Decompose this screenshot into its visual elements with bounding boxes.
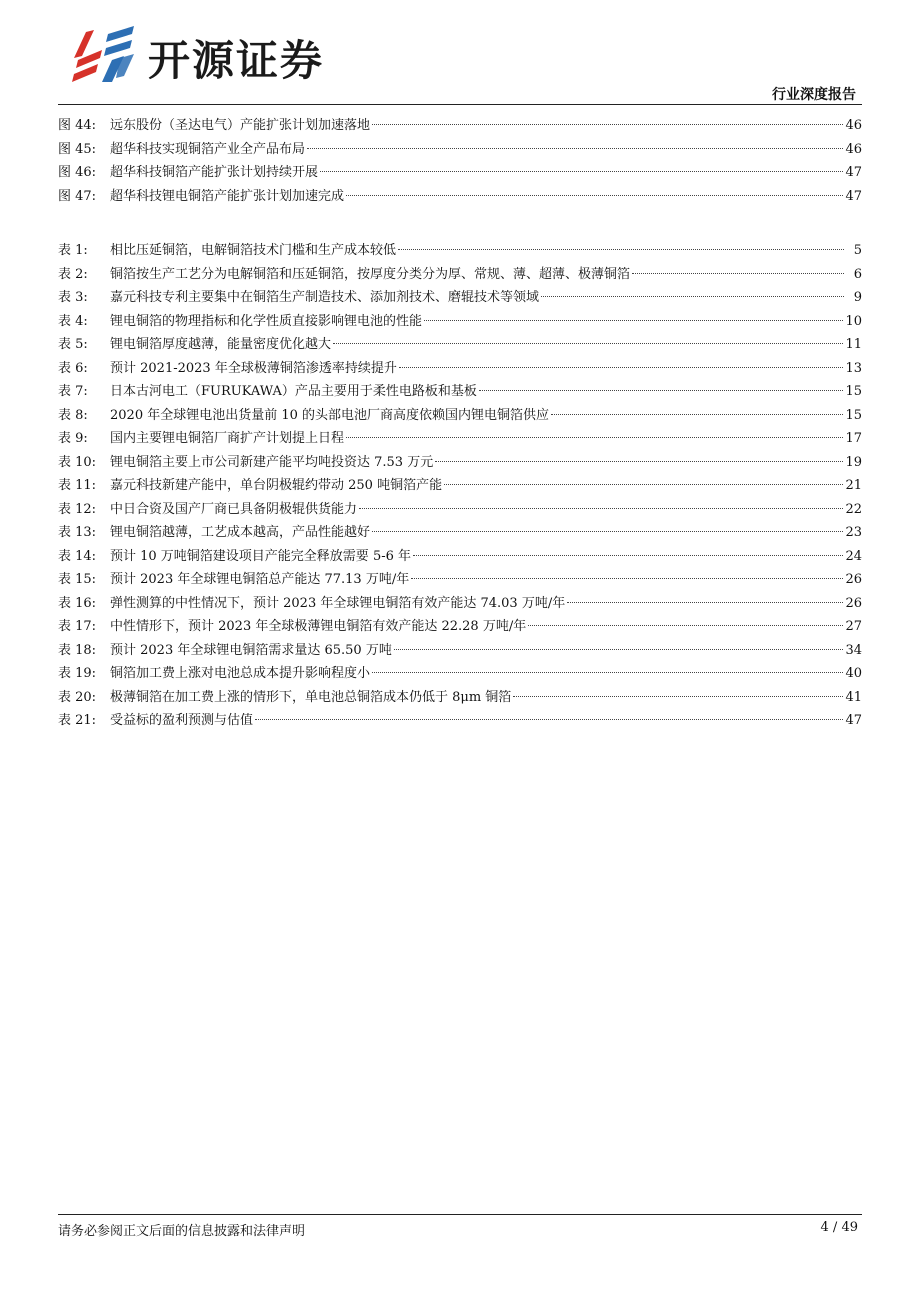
- figure-list: [58, 114, 862, 208]
- entry-title: 超华科技铜箔产能扩张计划持续开展: [110, 165, 319, 180]
- entry-number: 图 47:: [58, 188, 97, 204]
- dot-leader: [320, 171, 843, 172]
- entry-number: 表 21:: [58, 713, 97, 728]
- dot-leader: [398, 249, 844, 250]
- entry-number: 表 4:: [58, 313, 88, 329]
- entry-title: 极薄铜箔在加工费上涨的情形下，单电池总铜箔成本仍低于 8μm 铜箔: [110, 689, 512, 705]
- entry-page-number: 23: [845, 525, 862, 540]
- entry-number: 表 10:: [58, 454, 97, 470]
- table-entry[interactable]: [58, 357, 862, 381]
- entry-title: 预计 2021-2023 年全球极薄铜箔渗透率持续提升: [110, 360, 397, 376]
- entry-title: 铜箔按生产工艺分为电解铜箔和压延铜箔，按厚度分类分为厚、常规、薄、超薄、极薄铜箔: [110, 266, 631, 282]
- dot-leader: [424, 320, 843, 321]
- table-entry[interactable]: [58, 404, 862, 428]
- entry-page-number: 47: [845, 713, 862, 728]
- entry-title: 受益标的盈利预测与估值: [110, 713, 254, 728]
- entry-page-number: 11: [845, 337, 862, 352]
- figure-entry[interactable]: [58, 185, 862, 209]
- page-indicator: 4 / 49: [820, 1220, 858, 1235]
- entry-title: 弹性测算的中性情况下，预计 2023 年全球锂电铜箔有效产能达 74.03 万吨/年: [110, 595, 566, 611]
- entry-title: 锂电铜箔主要上市公司新建产能平均吨投资达 7.53 万元: [110, 454, 434, 470]
- entry-page-number: 21: [845, 478, 862, 493]
- entry-title: 国内主要锂电铜箔厂商扩产计划提上日程: [110, 431, 345, 446]
- entry-page-number: 46: [845, 141, 862, 157]
- entry-number: 表 12:: [58, 501, 97, 517]
- dot-leader: [528, 625, 843, 626]
- table-entry[interactable]: [58, 239, 862, 263]
- report-type-label: 行业深度报告: [772, 87, 856, 103]
- entry-title: 锂电铜箔的物理指标和化学性质直接影响锂电池的性能: [110, 313, 423, 329]
- entry-page-number: 26: [845, 595, 862, 611]
- entry-title: 2020 年全球锂电池出货量前 10 的头部电池厂商高度依赖国内锂电铜箔供应: [110, 407, 550, 423]
- entry-page-number: 41: [845, 689, 862, 705]
- dot-leader: [399, 367, 844, 368]
- entry-number: 表 15:: [58, 572, 97, 587]
- entry-title: 锂电铜箔越薄，工艺成本越高，产品性能越好: [110, 525, 371, 540]
- entry-number: 表 7:: [58, 384, 88, 399]
- dot-leader: [372, 672, 843, 673]
- figure-entry[interactable]: [58, 138, 862, 162]
- table-entry[interactable]: [58, 310, 862, 334]
- entry-title: 预计 10 万吨铜箔建设项目产能完全释放需要 5-6 年: [110, 548, 412, 564]
- entry-page-number: 10: [845, 313, 862, 329]
- table-entry[interactable]: [58, 286, 862, 310]
- table-entry[interactable]: [58, 380, 862, 404]
- entry-number: 表 14:: [58, 548, 97, 564]
- entry-page-number: 17: [845, 431, 862, 446]
- table-entry[interactable]: [58, 263, 862, 287]
- dot-leader: [346, 195, 843, 196]
- entry-title: 超华科技锂电铜箔产能扩张计划加速完成: [110, 188, 345, 204]
- entry-number: 表 17:: [58, 619, 97, 634]
- dot-leader: [444, 484, 843, 485]
- table-entry[interactable]: [58, 615, 862, 639]
- entry-page-number: 27: [845, 619, 862, 634]
- entry-page-number: 46: [845, 118, 862, 133]
- dot-leader: [346, 437, 843, 438]
- dot-leader: [394, 649, 844, 650]
- dot-leader: [541, 296, 844, 297]
- figure-entry[interactable]: [58, 114, 862, 138]
- entry-page-number: 6: [853, 266, 862, 282]
- entry-title: 预计 2023 年全球锂电铜箔需求量达 65.50 万吨: [110, 642, 392, 658]
- table-entry[interactable]: [58, 427, 862, 451]
- entry-title: 远东股份（圣达电气）产能扩张计划加速落地: [110, 118, 371, 133]
- entry-title: 日本古河电工（FURUKAWA）产品主要用于柔性电路板和基板: [110, 384, 477, 399]
- entry-page-number: 47: [845, 188, 862, 204]
- company-name: 开源证券: [148, 36, 325, 85]
- entry-title: 中日合资及国产厂商已具备阴极辊供货能力: [110, 501, 358, 517]
- entry-number: 图 46:: [58, 165, 97, 180]
- table-entry[interactable]: [58, 662, 862, 686]
- entry-number: 表 5:: [58, 337, 88, 352]
- entry-number: 图 45:: [58, 141, 97, 157]
- table-entry[interactable]: [58, 639, 862, 663]
- dot-leader: [435, 461, 843, 462]
- entry-page-number: 19: [845, 454, 862, 470]
- entry-number: 表 1:: [58, 243, 88, 258]
- dot-leader: [413, 555, 843, 556]
- entry-title: 中性情形下，预计 2023 年全球极薄锂电铜箔有效产能达 22.28 万吨/年: [110, 619, 527, 634]
- dot-leader: [479, 390, 844, 391]
- entry-page-number: 34: [845, 642, 862, 658]
- table-entry[interactable]: [58, 451, 862, 475]
- table-entry[interactable]: [58, 333, 862, 357]
- table-entry[interactable]: [58, 709, 862, 733]
- dot-leader: [411, 578, 843, 579]
- entry-page-number: 9: [853, 290, 862, 305]
- entry-page-number: 24: [845, 548, 862, 564]
- entry-title: 嘉元科技新建产能中，单台阴极辊约带动 250 吨铜箔产能: [110, 478, 443, 493]
- table-entry[interactable]: [58, 474, 862, 498]
- entry-page-number: 13: [845, 360, 862, 376]
- entry-page-number: 15: [845, 384, 862, 399]
- dot-leader: [372, 531, 843, 532]
- table-entry[interactable]: [58, 498, 862, 522]
- dot-leader: [567, 602, 843, 603]
- entry-title: 嘉元科技专利主要集中在铜箔生产制造技术、添加剂技术、磨辊技术等领域: [110, 290, 540, 305]
- dot-leader: [513, 696, 843, 697]
- table-list: [58, 239, 862, 733]
- entry-number: 表 9:: [58, 431, 88, 446]
- figure-entry[interactable]: [58, 161, 862, 185]
- dot-leader: [372, 124, 843, 125]
- entry-page-number: 15: [845, 407, 862, 423]
- table-entry[interactable]: [58, 521, 862, 545]
- entry-title: 铜箔加工费上涨对电池总成本提升影响程度小: [110, 666, 371, 681]
- table-entry[interactable]: [58, 545, 862, 569]
- entry-page-number: 40: [845, 666, 862, 681]
- entry-number: 图 44:: [58, 118, 97, 133]
- dot-leader: [632, 273, 844, 274]
- entry-title: 预计 2023 年全球锂电铜箔总产能达 77.13 万吨/年: [110, 572, 410, 587]
- entry-title: 相比压延铜箔，电解铜箔技术门槛和生产成本较低: [110, 243, 397, 258]
- entry-title: 超华科技实现铜箔产业全产品布局: [110, 141, 306, 157]
- table-entry[interactable]: [58, 686, 862, 710]
- entry-number: 表 20:: [58, 689, 97, 705]
- entry-number: 表 13:: [58, 525, 97, 540]
- dot-leader: [551, 414, 843, 415]
- entry-number: 表 3:: [58, 290, 88, 305]
- page-header: [0, 0, 920, 105]
- table-entry[interactable]: [58, 568, 862, 592]
- entry-number: 表 18:: [58, 642, 97, 658]
- dot-leader: [359, 508, 843, 509]
- table-entry[interactable]: [58, 592, 862, 616]
- entry-number: 表 2:: [58, 266, 88, 282]
- entry-page-number: 22: [845, 501, 862, 517]
- footer-divider: [58, 1214, 862, 1215]
- entry-page-number: 47: [845, 165, 862, 180]
- company-logo-icon: [72, 26, 140, 84]
- header-divider: [58, 104, 862, 105]
- footer-disclaimer: 请务必参阅正文后面的信息披露和法律声明: [58, 1224, 306, 1239]
- entry-number: 表 19:: [58, 666, 97, 681]
- entry-page-number: 5: [853, 243, 862, 258]
- entry-page-number: 26: [845, 572, 862, 587]
- dot-leader: [255, 719, 843, 720]
- entry-number: 表 8:: [58, 407, 88, 423]
- dot-leader: [307, 148, 843, 149]
- entry-title: 锂电铜箔厚度越薄，能量密度优化越大: [110, 337, 332, 352]
- entry-number: 表 16:: [58, 595, 97, 611]
- entry-number: 表 6:: [58, 360, 88, 376]
- dot-leader: [333, 343, 843, 344]
- entry-number: 表 11:: [58, 478, 97, 493]
